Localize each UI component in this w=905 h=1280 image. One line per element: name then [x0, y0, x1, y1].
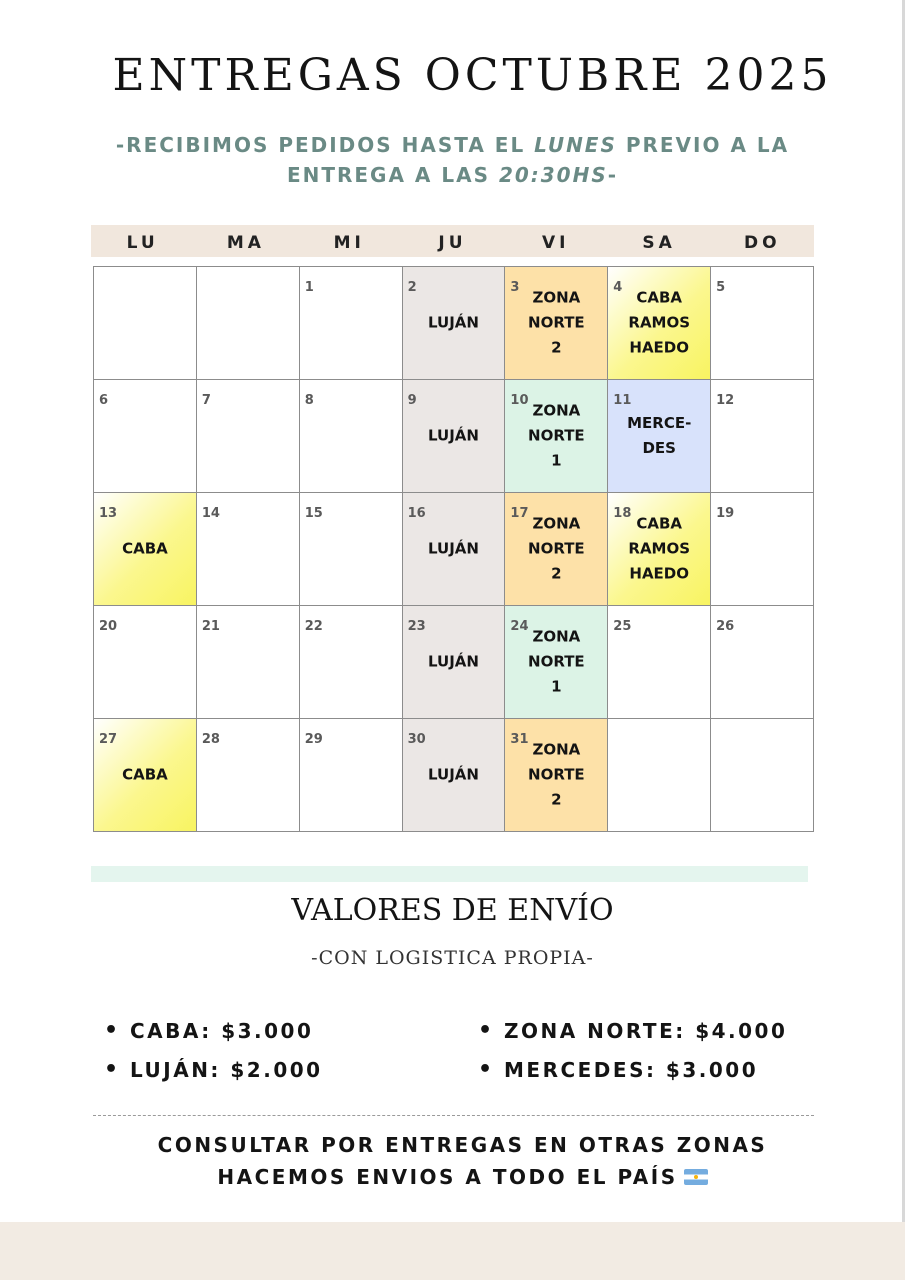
day-number: 7: [201, 393, 211, 408]
delivery-zone-label: ZONA NORTE 1: [528, 401, 585, 470]
shipping-prices-right: [478, 1015, 787, 1093]
deadline-day: LUNES: [534, 133, 617, 157]
calendar-day-cell: [505, 493, 608, 606]
footer-line-2-text: HACEMOS ENVIOS A TODO EL PAÍS: [217, 1165, 678, 1189]
day-number: 25: [613, 619, 632, 634]
calendar-day-cell: [505, 606, 608, 719]
calendar-day-cell: [300, 267, 403, 380]
calendar-day-cell: [300, 493, 403, 606]
calendar-day-cell: [608, 719, 711, 832]
delivery-zone-label: LUJÁN: [428, 652, 479, 671]
calendar-day-cell: [711, 606, 814, 719]
delivery-zone-label: LUJÁN: [428, 313, 479, 332]
weekday-label: SA: [642, 233, 676, 253]
deadline-text-1: -RECIBIMOS PEDIDOS HASTA EL: [115, 133, 535, 157]
delivery-zone-label: ZONA NORTE 2: [528, 740, 585, 809]
weekday-label: DO: [744, 233, 781, 253]
weekday-label: LU: [126, 233, 159, 253]
footer-note: [0, 1129, 905, 1193]
dashed-divider: [93, 1115, 814, 1116]
calendar-day-cell: [197, 493, 300, 606]
delivery-zone-label: ZONA NORTE 2: [528, 514, 585, 583]
price-item: • CABA: $3.000: [104, 1015, 323, 1054]
day-number: 11: [613, 393, 632, 408]
deadline-time: 20:30HS: [498, 163, 608, 187]
day-number: 29: [304, 732, 323, 747]
weekday-label: MA: [226, 233, 265, 253]
day-number: 28: [201, 732, 220, 747]
day-number: 20: [99, 619, 118, 634]
footer-line-2: [0, 1161, 905, 1193]
day-number: 12: [716, 393, 735, 408]
calendar-day-cell: [94, 380, 197, 493]
day-number: 15: [304, 506, 323, 521]
order-deadline-note: [60, 130, 845, 190]
section-divider-band: [91, 866, 808, 882]
weekday-label: VI: [542, 233, 570, 253]
calendar-day-cell: [197, 606, 300, 719]
calendar-day-cell: [403, 493, 506, 606]
delivery-zone-label: ZONA NORTE 1: [528, 627, 585, 696]
day-number: 23: [407, 619, 426, 634]
calendar-day-cell: [94, 493, 197, 606]
calendar-day-cell: [608, 380, 711, 493]
day-number: 27: [99, 732, 118, 747]
shipping-subtitle: -CON LOGISTICA PROPIA-: [311, 947, 594, 969]
calendar-day-cell: [711, 493, 814, 606]
day-number: 13: [99, 506, 118, 521]
delivery-zone-label: LUJÁN: [428, 426, 479, 445]
day-number: 31: [510, 732, 529, 747]
calendar-day-cell: [300, 606, 403, 719]
delivery-zone-label: ZONA NORTE 2: [528, 288, 585, 357]
price-item: • LUJÁN: $2.000: [104, 1054, 323, 1093]
delivery-zone-label: MERCE- DES: [627, 414, 692, 457]
day-number: 18: [613, 506, 632, 521]
calendar-day-cell: [94, 606, 197, 719]
calendar-day-cell: [197, 719, 300, 832]
day-number: 2: [407, 280, 417, 295]
day-number: 8: [304, 393, 314, 408]
day-number: 22: [304, 619, 323, 634]
page-title: ENTREGAS OCTUBRE 2025: [112, 50, 833, 101]
bottom-band: [0, 1222, 905, 1280]
day-number: 14: [201, 506, 220, 521]
weekday-header: [91, 225, 814, 257]
day-number: 26: [716, 619, 735, 634]
day-number: 1: [304, 280, 314, 295]
shipping-prices-left: [104, 1015, 323, 1093]
day-number: 24: [510, 619, 529, 634]
calendar-day-cell: [300, 719, 403, 832]
calendar-day-cell: [403, 606, 506, 719]
delivery-zone-label: CABA RAMOS HAEDO: [628, 288, 691, 357]
argentina-flag-icon: [684, 1169, 708, 1185]
calendar-day-cell: [94, 267, 197, 380]
shipping-title: VALORES DE ENVÍO: [291, 893, 614, 928]
deadline-text-3: -: [607, 163, 619, 187]
calendar-day-cell: [711, 380, 814, 493]
calendar-grid: [93, 266, 814, 832]
calendar-day-cell: [300, 380, 403, 493]
weekday-label: MI: [333, 233, 365, 253]
calendar-day-cell: [505, 719, 608, 832]
weekday-label: JU: [438, 233, 467, 253]
day-number: 5: [716, 280, 726, 295]
calendar-day-cell: [505, 267, 608, 380]
day-number: 6: [99, 393, 109, 408]
calendar-day-cell: [711, 267, 814, 380]
calendar-day-cell: [197, 267, 300, 380]
calendar-day-cell: [94, 719, 197, 832]
calendar-day-cell: [608, 606, 711, 719]
calendar-day-cell: [403, 719, 506, 832]
day-number: 17: [510, 506, 529, 521]
delivery-zone-label: LUJÁN: [428, 765, 479, 784]
day-number: 4: [613, 280, 623, 295]
delivery-zone-label: LUJÁN: [428, 539, 479, 558]
day-number: 21: [201, 619, 220, 634]
delivery-zone-label: CABA: [122, 539, 168, 558]
price-item: • ZONA NORTE: $4.000: [478, 1015, 787, 1054]
day-number: 16: [407, 506, 426, 521]
calendar-day-cell: [608, 493, 711, 606]
price-item: • MERCEDES: $3.000: [478, 1054, 787, 1093]
delivery-zone-label: CABA: [122, 765, 168, 784]
delivery-zone-label: CABA RAMOS HAEDO: [628, 514, 691, 583]
day-number: 19: [716, 506, 735, 521]
calendar-day-cell: [403, 267, 506, 380]
calendar-day-cell: [505, 380, 608, 493]
day-number: 10: [510, 393, 529, 408]
day-number: 3: [510, 280, 520, 295]
footer-line-1: CONSULTAR POR ENTREGAS EN OTRAS ZONAS: [157, 1133, 768, 1157]
day-number: 9: [407, 393, 417, 408]
deadline-text-2: PREVIO A LA ENTREGA A LAS: [286, 133, 790, 187]
calendar-day-cell: [403, 380, 506, 493]
calendar-day-cell: [197, 380, 300, 493]
day-number: 30: [407, 732, 426, 747]
calendar-day-cell: [608, 267, 711, 380]
calendar-day-cell: [711, 719, 814, 832]
